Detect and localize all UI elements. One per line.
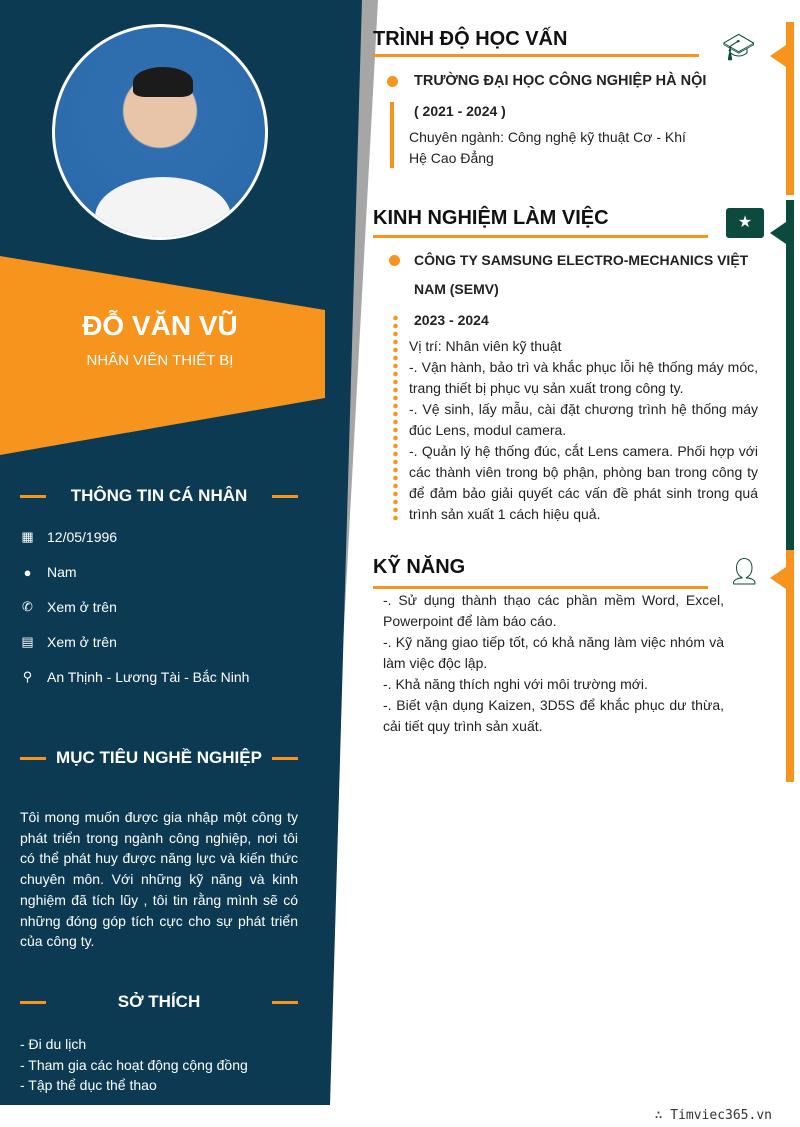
info-address: ⚲ An Thịnh - Lương Tài - Bắc Ninh [20, 669, 249, 685]
skill-item: -. Kỹ năng giao tiếp tốt, có khả năng làm việc nhóm và làm việc độc lập. [383, 634, 724, 671]
calendar-icon: ▦ [21, 529, 34, 544]
bullet-dot [387, 76, 398, 87]
folder-star-icon: ★ [726, 208, 764, 238]
experience-heading: KINH NGHIỆM LÀM VIỆC [373, 207, 609, 229]
skills-heading: KỸ NĂNG [373, 556, 466, 578]
hobbies-list [20, 1034, 248, 1096]
experience-period: 2023 - 2024 [414, 312, 489, 328]
info-phone: ✆ Xem ở trên [20, 599, 117, 615]
duty-item: -. Vệ sinh, lấy mẫu, cài đặt chương trình hệ thống máy đúc Lens, modul camera. [409, 401, 758, 438]
experience-details [409, 336, 758, 525]
email-icon: ▤ [21, 634, 34, 649]
skill-item: -. Sử dụng thành thạo các phần mềm Word, Excel, Powerpoint để làm báo cáo. [383, 592, 724, 629]
info-email: ▤ Xem ở trên [21, 634, 117, 650]
hobby-item: - Đi du lịch [20, 1036, 87, 1052]
hobbies-heading: SỞ THÍCH [20, 992, 298, 1012]
phone-icon: ✆ [22, 599, 33, 614]
info-gender: ● Nam [20, 564, 77, 580]
education-major: Chuyên ngành: Công nghệ kỹ thuật Cơ - Khí [409, 129, 686, 145]
company-name [414, 250, 748, 300]
company-line: NAM (SEMV) [414, 281, 499, 297]
timeline-bar [390, 102, 394, 168]
skills-list [383, 590, 724, 737]
hobby-item: - Tham gia các hoạt động cộng đồng [20, 1056, 248, 1073]
user-check-icon: 👤︎ [728, 556, 762, 586]
timeline-dots [393, 314, 398, 524]
candidate-title: NHÂN VIÊN THIẾT BỊ [86, 352, 234, 369]
duty-item: -. Vận hành, bảo trì và khắc phục lỗi hệ thống máy móc, trang thiết bị phục vụ sản xuất trong công ty. [409, 359, 758, 396]
divider [373, 235, 708, 238]
skill-item: -. Khả năng thích nghi với môi trường mới. [383, 676, 648, 692]
skill-item: -. Biết vận dụng Kaizen, 3D5S để khắc phục dư thừa, cải tiết quy trình sản xuất. [383, 697, 724, 734]
candidate-name: ĐỖ VĂN VŨ [82, 310, 238, 341]
education-period: ( 2021 - 2024 ) [414, 103, 506, 119]
divider [373, 586, 708, 589]
position: Vị trí: Nhân viên kỹ thuật [409, 338, 562, 354]
school-name: TRƯỜNG ĐẠI HỌC CÔNG NGHIỆP HÀ NỘI [414, 73, 707, 89]
footer-watermark[interactable]: ∴ Timviec365.vn [654, 1108, 772, 1123]
location-icon: ⚲ [22, 669, 33, 684]
hobby-item: - Tập thể dục thể thao [20, 1077, 157, 1093]
education-level: Hệ Cao Đẳng [409, 150, 494, 166]
user-icon: ● [23, 564, 32, 580]
objective-text: Tôi mong muốn được gia nhập một công ty phát triển trong ngành công nghiệp, nơi tôi có thể phát huy được năng lực và kiến thức chuyên môn. Với những kỹ năng và kinh nghiệm đã tích lũy , tôi tin rằng mình sẽ có những đóng góp tích cực cho sự phát triển của công ty. [20, 809, 298, 950]
graduation-cap-icon: 🎓︎ [722, 32, 756, 62]
company-line: CÔNG TY SAMSUNG ELECTRO-MECHANICS VIỆT [414, 252, 749, 268]
duty-item: -. Quản lý hệ thống đúc, cắt Lens camera. Phối hợp với các thành viên trong bộ phận, phòng ban trong công ty để đảm bảo giải quyết các vấn đề phát sinh trong quá trình sản xuất 1 cách hiệu quả. [409, 443, 758, 522]
education-heading: TRÌNH ĐỘ HỌC VẤN [373, 28, 568, 50]
info-birthday: ▦ 12/05/1996 [21, 529, 118, 545]
profile-photo [52, 24, 268, 240]
bullet-dot [389, 255, 400, 266]
objective-heading: MỤC TIÊU NGHỀ NGHIỆP [20, 748, 298, 768]
divider [373, 54, 699, 57]
personal-info-heading: THÔNG TIN CÁ NHÂN [20, 486, 298, 506]
